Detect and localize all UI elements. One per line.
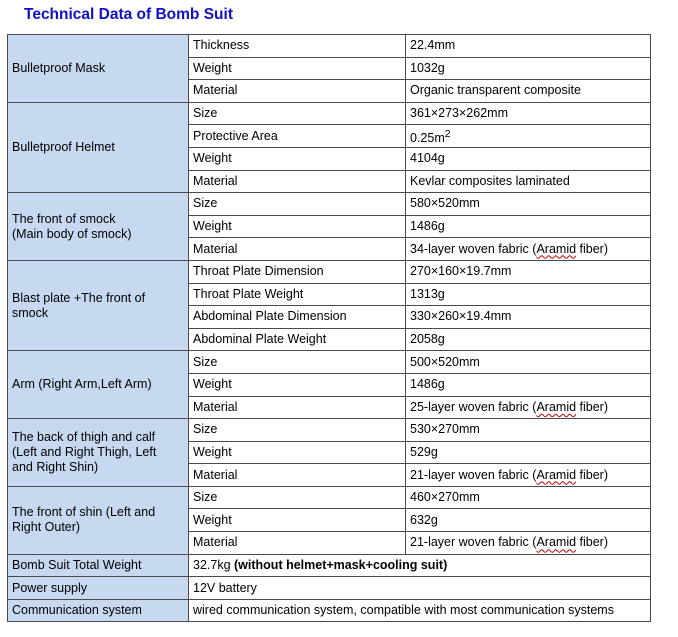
value-cell (406, 532, 651, 555)
value-cell (406, 57, 651, 80)
value-text: fiber) (576, 467, 608, 482)
value-text: fiber) (576, 399, 608, 414)
value-cell (406, 396, 651, 419)
table-row (8, 35, 651, 58)
value-cell (406, 441, 651, 464)
value-cell (406, 260, 651, 283)
attribute-cell: Throat Plate Weight (189, 283, 406, 306)
group-label-line: The front of shin (Left and (12, 505, 156, 520)
value-text: 530×270mm (410, 422, 480, 437)
value-text-underlined: Aramid (536, 241, 577, 256)
value-text-bold: (without helmet+mask+cooling suit) (234, 557, 448, 572)
value-cell (406, 102, 651, 125)
group-label (8, 193, 189, 261)
group-label (8, 486, 189, 554)
table-row (8, 193, 651, 216)
value-cell (406, 509, 651, 532)
attribute-cell: Weight (189, 441, 406, 464)
group-label (8, 260, 189, 350)
group-label-line: Right Outer) (12, 520, 81, 535)
attribute-cell: Size (189, 486, 406, 509)
attribute-cell: Weight (189, 373, 406, 396)
summary-value (189, 577, 651, 600)
group-label-line: (Main body of smock) (12, 226, 132, 241)
group-label-line: The back of thigh and calf (12, 429, 156, 444)
value-text: 500×520mm (410, 354, 480, 369)
value-cell (406, 351, 651, 374)
value-text-underlined: Aramid (536, 399, 577, 414)
value-text: 22.4mm (410, 38, 456, 53)
value-text: 1032g (410, 60, 445, 75)
value-text: 1486g (410, 219, 445, 234)
value-cell (406, 147, 651, 170)
attribute-cell: Size (189, 193, 406, 216)
value-cell (406, 170, 651, 193)
group-label-line: smock (12, 305, 49, 320)
group-label-line: and Right Shin) (12, 459, 99, 474)
summary-label: Bomb Suit Total Weight (8, 554, 189, 577)
value-cell (406, 328, 651, 351)
attribute-cell: Size (189, 419, 406, 442)
value-text: 1313g (410, 286, 445, 301)
value-cell (406, 419, 651, 442)
summary-value (189, 599, 651, 622)
attribute-cell: Material (189, 464, 406, 487)
page-title: Technical Data of Bomb Suit (24, 6, 233, 23)
value-text: 632g (410, 512, 438, 527)
attribute-cell: Weight (189, 147, 406, 170)
group-label-line: Bulletproof Mask (12, 60, 106, 75)
table-row (8, 260, 651, 283)
summary-label: Communication system (8, 599, 189, 622)
group-label (8, 35, 189, 103)
value-text: 21-layer woven fabric ( (410, 467, 537, 482)
group-label (8, 351, 189, 419)
attribute-cell: Abdominal Plate Weight (189, 328, 406, 351)
value-cell (406, 125, 651, 148)
value-text: 580×520mm (410, 196, 480, 211)
value-cell (406, 486, 651, 509)
group-label-line: Arm (Right Arm,Left Arm) (12, 377, 152, 392)
value-cell (406, 283, 651, 306)
value-text: 21-layer woven fabric ( (410, 535, 537, 550)
value-superscript: 2 (444, 128, 451, 140)
attribute-cell: Protective Area (189, 125, 406, 148)
table-row (8, 486, 651, 509)
attribute-cell: Thickness (189, 35, 406, 58)
value-text: fiber) (576, 241, 608, 256)
value-text: 32.7kg (193, 557, 235, 572)
value-text: 1486g (410, 377, 445, 392)
group-label (8, 102, 189, 192)
group-label-line: Blast plate +The front of (12, 290, 146, 305)
value-text-underlined: Aramid (536, 467, 577, 482)
value-cell (406, 215, 651, 238)
attribute-cell: Size (189, 102, 406, 125)
value-text: 529g (410, 444, 438, 459)
group-label-line: (Left and Right Thigh, Left (12, 444, 157, 459)
table-row (8, 102, 651, 125)
table-row (8, 599, 651, 622)
attribute-cell: Weight (189, 57, 406, 80)
value-cell (406, 373, 651, 396)
spec-table-body (8, 35, 651, 622)
value-text: 25-layer woven fabric ( (410, 399, 537, 414)
value-text: Organic transparent composite (410, 83, 581, 98)
group-label-line: Bulletproof Helmet (12, 139, 115, 154)
attribute-cell: Throat Plate Dimension (189, 260, 406, 283)
attribute-cell: Material (189, 170, 406, 193)
value-text: wired communication system, compatible with most communication systems (193, 603, 614, 618)
value-text: 4104g (410, 151, 445, 166)
value-cell (406, 193, 651, 216)
attribute-cell: Material (189, 238, 406, 261)
group-label (8, 419, 189, 487)
attribute-cell: Abdominal Plate Dimension (189, 306, 406, 329)
value-cell (406, 464, 651, 487)
group-label-line: The front of smock (12, 211, 116, 226)
value-cell (406, 306, 651, 329)
value-text-underlined: Aramid (536, 535, 577, 550)
attribute-cell: Weight (189, 215, 406, 238)
table-row (8, 351, 651, 374)
value-cell (406, 238, 651, 261)
attribute-cell: Material (189, 532, 406, 555)
value-cell (406, 35, 651, 58)
attribute-cell: Size (189, 351, 406, 374)
value-text: 0.25m (410, 130, 445, 145)
table-row (8, 419, 651, 442)
table-row (8, 554, 651, 577)
table-row (8, 577, 651, 600)
summary-label: Power supply (8, 577, 189, 600)
value-text: 460×270mm (410, 490, 480, 505)
value-text: 361×273×262mm (410, 106, 508, 121)
value-text: 34-layer woven fabric ( (410, 241, 537, 256)
value-text: 2058g (410, 332, 445, 347)
value-text: 12V battery (193, 580, 257, 595)
spec-table (7, 34, 651, 622)
attribute-cell: Material (189, 80, 406, 103)
value-text: Kevlar composites laminated (410, 173, 570, 188)
summary-value (189, 554, 651, 577)
value-text: 270×160×19.7mm (410, 264, 512, 279)
value-cell (406, 80, 651, 103)
attribute-cell: Material (189, 396, 406, 419)
attribute-cell: Weight (189, 509, 406, 532)
value-text: fiber) (576, 535, 608, 550)
value-text: 330×260×19.4mm (410, 309, 512, 324)
